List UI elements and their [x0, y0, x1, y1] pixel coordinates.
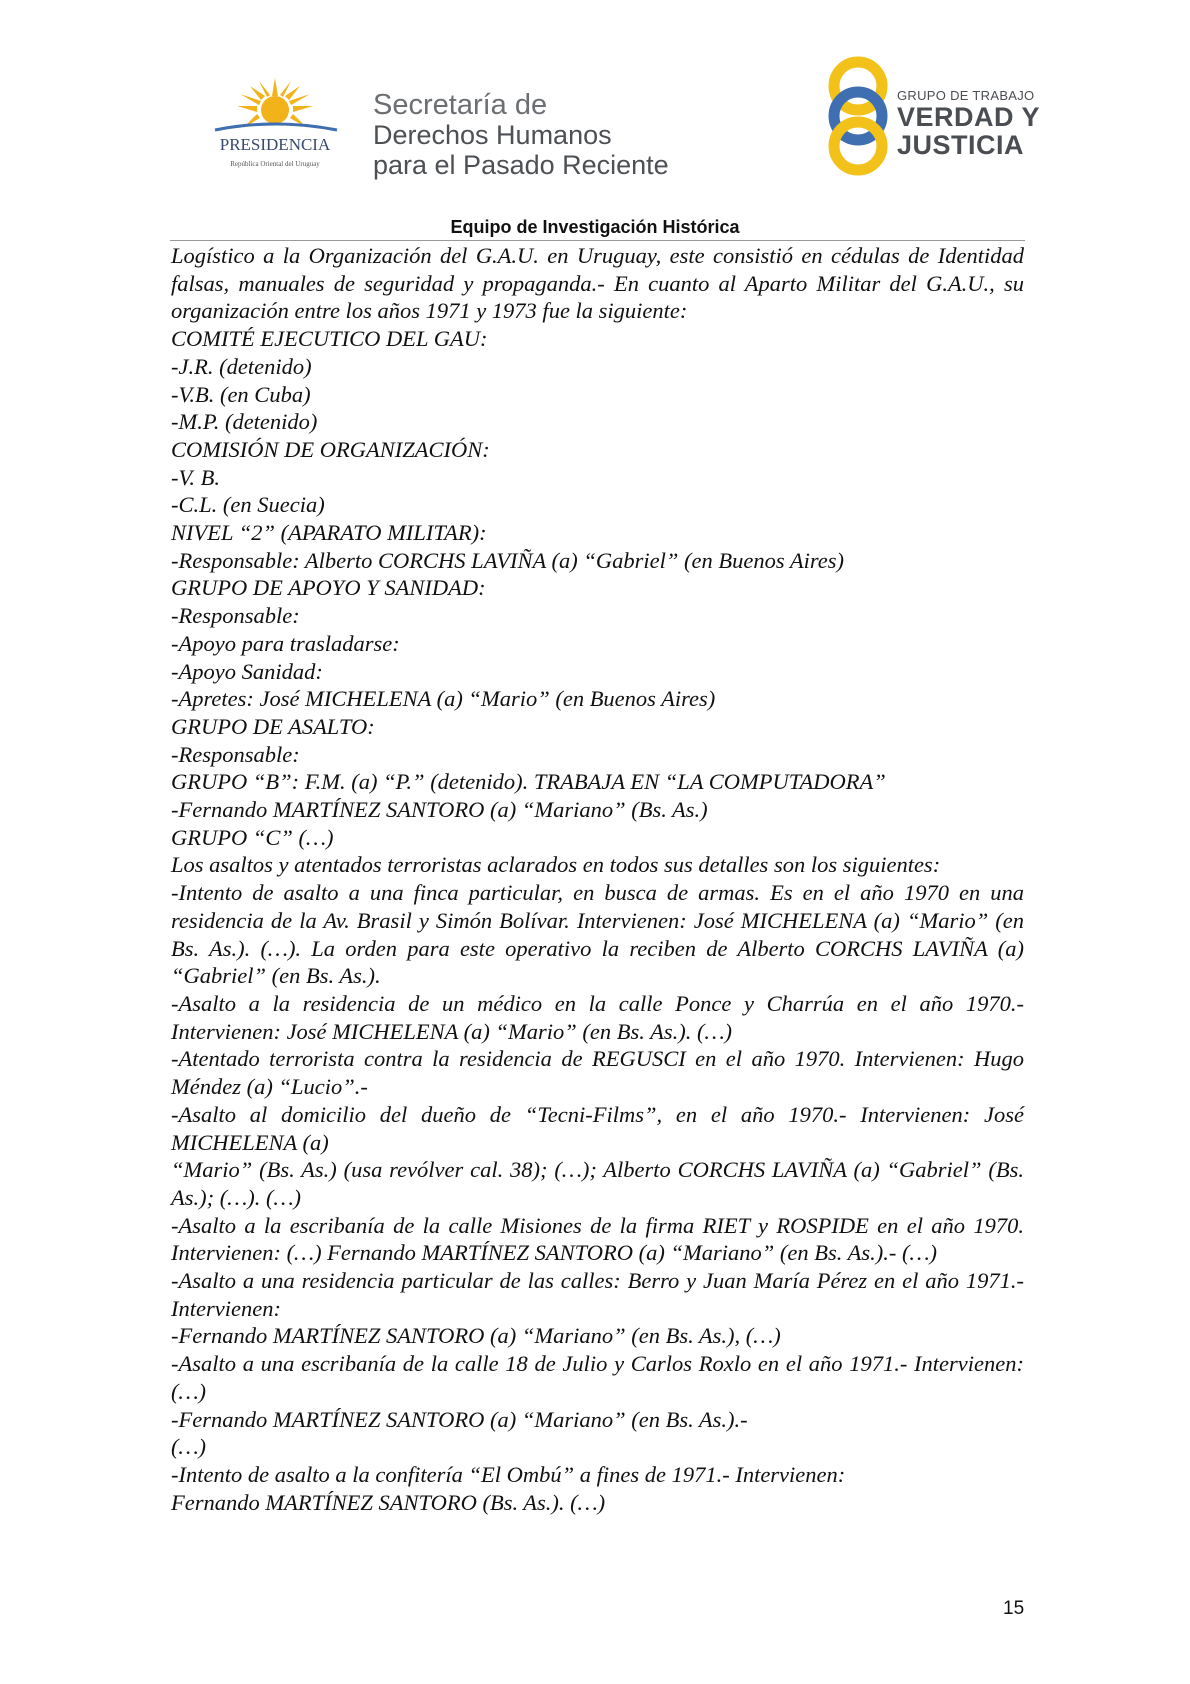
secretaria-line3: para el Pasado Reciente — [373, 150, 669, 180]
secretaria-title — [373, 90, 669, 180]
paragraph: Logístico a la Organización del G.A.U. en Uruguay, este consistió en cédulas de Identidad falsas, manuales de seguridad y propaganda.- En cuanto al Aparto Militar del G.A.U., su organización entre los años 1971 y 1973 fue la siguiente: — [171, 243, 1024, 324]
interlocked-rings-icon — [818, 56, 898, 178]
paragraph: -Intento de asalto a la confitería “El Ombú” a fines de 1971.- Intervienen: — [171, 1461, 846, 1487]
paragraph: COMITÉ EJECUTICO DEL GAU: — [171, 326, 488, 352]
paragraph: -V.B. (en Cuba) — [171, 381, 311, 407]
paragraph: COMISIÓN DE ORGANIZACIÓN: — [171, 436, 490, 462]
section-title: Equipo de Investigación Histórica — [450, 217, 740, 237]
paragraph: -Asalto a la escribanía de la calle Misiones de la firma RIET y ROSPIDE en el año 1970. Intervienen: (…) Fernando MARTÍNEZ SANTORO (a) “Mariano” (en Bs. As.).- (…) — [171, 1212, 1024, 1266]
paragraph: NIVEL “2” (APARATO MILITAR): — [171, 520, 487, 546]
paragraph: -V. B. — [171, 464, 220, 490]
header-divider — [170, 240, 1025, 241]
paragraph: GRUPO “B”: F.M. (a) “P.” (detenido). TRABAJA EN “LA COMPUTADORA” — [171, 769, 886, 795]
paragraph: -Fernando MARTÍNEZ SANTORO (a) “Mariano” (en Bs. As.), (…) — [171, 1323, 781, 1349]
paragraph: -Asalto a una escribanía de la calle 18 de Julio y Carlos Roxlo en el año 1971.- Intervienen: (…) — [171, 1351, 1024, 1404]
paragraph: -Intento de asalto a una finca particular, en busca de armas. Es en el año 1970 en una residencia de la Av. Brasil y Simón Bolívar. Intervienen: José MICHELENA (a) “Mario” (en Bs. As.). (…). La orden para este operativo la reciben de Alberto CORCHS LAVIÑA (a) “Gabriel” (en Bs. As.). — [171, 880, 1024, 989]
grupo-line2: VERDAD Y — [897, 102, 1041, 132]
secretaria-line2: Derechos Humanos — [373, 120, 612, 150]
page-number: 15 — [1003, 1598, 1025, 1619]
paragraph: GRUPO DE ASALTO: — [171, 713, 375, 739]
paragraph: -Atentado terrorista contra la residencia de REGUSCI en el año 1970. Intervienen: Hugo Méndez (a) “Lucio”.- — [171, 1046, 1024, 1100]
paragraph: -Asalto a una residencia particular de las calles: Berro y Juan María Pérez en el año 1971.- Intervienen: — [171, 1268, 1024, 1321]
paragraph: -Fernando MARTÍNEZ SANTORO (a) “Mariano” (en Bs. As.).- — [171, 1406, 748, 1432]
grupo-line3: JUSTICIA — [897, 130, 1025, 160]
svg-text:República Oriental del Uruguay: República Oriental del Uruguay — [230, 160, 320, 168]
paragraph: GRUPO DE APOYO Y SANIDAD: — [171, 575, 486, 601]
document-body — [171, 242, 1024, 1516]
grupo-line1: GRUPO DE TRABAJO — [897, 88, 1035, 103]
paragraph: -M.P. (detenido) — [171, 409, 318, 435]
paragraph: -Responsable: — [171, 603, 300, 629]
paragraph: Fernando MARTÍNEZ SANTORO (Bs. As.). (…) — [171, 1489, 606, 1515]
paragraph: -Apoyo Sanidad: — [171, 658, 323, 684]
verdad-justicia-text — [897, 88, 1040, 159]
paragraph: -Responsable: — [171, 741, 300, 767]
page-header — [0, 0, 1190, 237]
svg-text:PRESIDENCIA: PRESIDENCIA — [219, 135, 331, 154]
paragraph: (…) — [171, 1434, 206, 1460]
paragraph: -Apretes: José MICHELENA (a) “Mario” (en Buenos Aires) — [171, 686, 716, 712]
paragraph: -Asalto al domicilio del dueño de “Tecni-Films”, en el año 1970.- Intervienen: José MICHELENA (a) — [171, 1101, 1024, 1155]
paragraph: Los asaltos y atentados terroristas aclarados en todos sus detalles son los siguientes: — [171, 852, 941, 878]
paragraph: -J.R. (detenido) — [171, 353, 312, 379]
paragraph: -Responsable: Alberto CORCHS LAVIÑA (a) “Gabriel” (en Buenos Aires) — [171, 547, 844, 573]
paragraph: “Mario” (Bs. As.) (usa revólver cal. 38); (…); Alberto CORCHS LAVIÑA (a) “Gabriel” (Bs. As.); (…). (…) — [171, 1157, 1024, 1210]
secretaria-line1: Secretaría de — [373, 89, 548, 121]
sun-of-may-icon — [195, 78, 355, 178]
paragraph: -Apoyo para trasladarse: — [171, 630, 400, 656]
presidencia-logo — [195, 78, 355, 178]
paragraph: -C.L. (en Suecia) — [171, 492, 325, 518]
paragraph: GRUPO “C” (…) — [171, 824, 334, 850]
verdad-justicia-logo — [818, 56, 898, 178]
paragraph: -Asalto a la residencia de un médico en la calle Ponce y Charrúa en el año 1970.- Intervienen: José MICHELENA (a) “Mario” (en Bs. As.). (…) — [171, 990, 1024, 1044]
paragraph: -Fernando MARTÍNEZ SANTORO (a) “Mariano” (Bs. As.) — [171, 797, 708, 823]
